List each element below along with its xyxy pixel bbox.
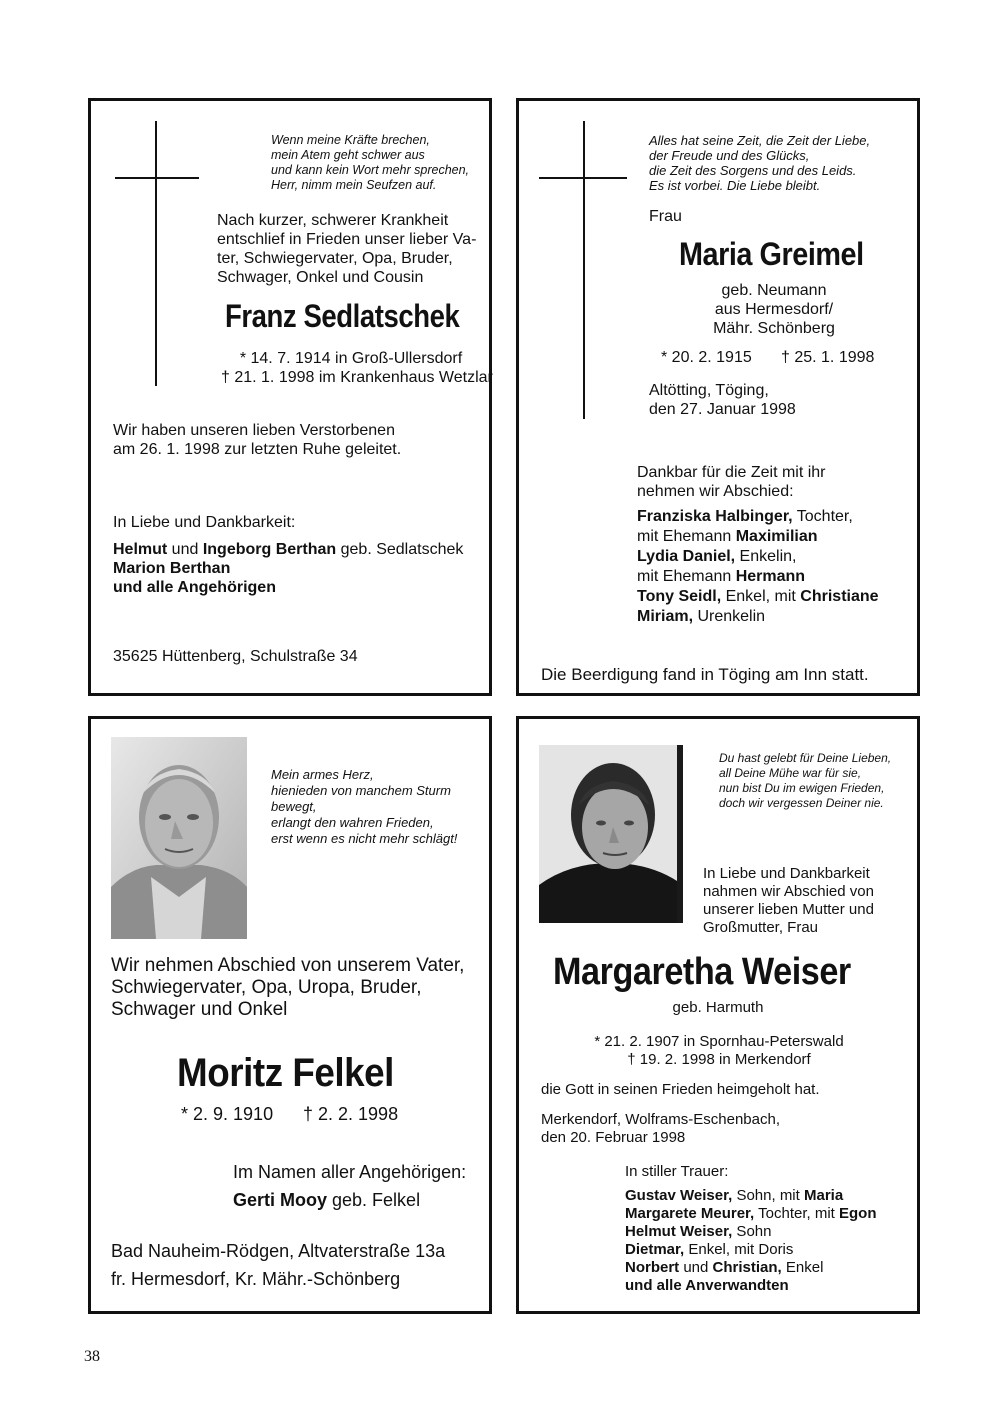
mourners: Gustav Weiser, Sohn, mit Maria Margarete Meurer, Tochter, mit Egon Helmut Weiser, Sohn Dietmar, Enkel, mit Doris Norbert und Christian, Enkel und alle Anverwandten — [625, 1187, 877, 1294]
death-date: † 2. 2. 1998 — [303, 1104, 399, 1124]
intro-text: Nach kurzer, schwerer Krankheit entschlief in Frieden unser lieber Va- ter, Schwiegervater, Opa, Bruder, Schwager, Onkel und Cousin — [217, 212, 477, 286]
cross-icon — [155, 121, 157, 386]
signoff: Im Namen aller Angehörigen: — [233, 1162, 467, 1182]
portrait-photo — [539, 745, 683, 923]
mourners: Gerti Mooy geb. Felkel — [233, 1190, 421, 1210]
obituary-card-felkel — [88, 716, 492, 1314]
mourners: Franziska Halbinger, Tochter, mit Ehemann Maximilian Lydia Daniel, Enkelin, mit Ehemann Hermann Tony Seidl, Enkel, mit Christiane Miriam, Urenkelin — [637, 508, 879, 625]
signoff: In stiller Trauer: — [625, 1163, 729, 1180]
obituary-card-weiser — [516, 716, 920, 1314]
title-prefix: Frau — [649, 208, 682, 225]
birth-date: * 20. 2. 1915 — [661, 349, 752, 366]
deceased-name: Moritz Felkel — [177, 1051, 394, 1095]
birth-date: * 2. 9. 1910 — [181, 1104, 274, 1124]
address: 35625 Hüttenberg, Schulstraße 34 — [113, 648, 358, 665]
deceased-name: Margaretha Weiser — [553, 951, 851, 993]
life-dates: * 21. 2. 1907 in Spornhau-Peterswald † 19. 2. 1998 in Merkendorf — [594, 1033, 844, 1068]
verse: Alles hat seine Zeit, die Zeit der Liebe, der Freude und des Glücks, die Zeit des Sorgens und des Leids. Es ist vorbei. Die Liebe bleibt. — [649, 133, 871, 193]
verse: Du hast gelebt für Deine Lieben, all Deine Mühe war für sie, nun bist Du im ewigen Frieden, doch wir vergessen Deiner nie. — [719, 751, 892, 810]
thanks: Dankbar für die Zeit mit ihr nehmen wir Abschied: — [637, 464, 826, 500]
obituary-card-greimel — [516, 98, 920, 696]
burial-notice: Wir haben unseren lieben Verstorbenen am 26. 1. 1998 zur letzten Ruhe geleitet. — [113, 422, 402, 458]
mourners: Helmut und Ingeborg Berthan geb. Sedlatschek Marion Berthan und alle Angehörigen — [113, 541, 464, 596]
closing-text: die Gott in seinen Frieden heimgeholt hat. — [541, 1081, 820, 1098]
death-date: † 25. 1. 1998 — [781, 349, 875, 366]
cross-icon — [583, 121, 585, 419]
verse: Wenn meine Kräfte brechen, mein Atem geht schwer aus und kann kein Wort mehr sprechen, Herr, nimm mein Seufzen auf. — [271, 133, 470, 192]
place-date: Merkendorf, Wolframs-Eschenbach, den 20. Februar 1998 — [541, 1111, 780, 1146]
place-date: Altötting, Töging, den 27. Januar 1998 — [649, 382, 796, 418]
cross-bar — [115, 177, 199, 179]
portrait-image — [111, 737, 247, 939]
funeral-notice: Die Beerdigung fand in Töging am Inn statt. — [541, 665, 869, 684]
cross-bar — [539, 177, 627, 179]
portrait-image — [539, 745, 683, 923]
obituary-card-sedlatschek — [88, 98, 492, 696]
intro-text: In Liebe und Dankbarkeit nahmen wir Abschied von unserer lieben Mutter und Großmutter, Frau — [703, 865, 874, 936]
maiden-name: geb. Harmuth — [672, 999, 764, 1016]
address: Bad Nauheim-Rödgen, Altvaterstraße 13a fr. Hermesdorf, Kr. Mähr.-Schönberg — [111, 1241, 446, 1289]
intro-text: Wir nehmen Abschied von unserem Vater, Schwiegervater, Opa, Uropa, Bruder, Schwager und Onkel — [111, 955, 465, 1020]
life-dates: * 14. 7. 1914 in Groß-Ullersdorf † 21. 1. 1998 im Krankenhaus Wetzlar — [221, 350, 493, 386]
origin: geb. Neumann aus Hermesdorf/ Mähr. Schönberg — [713, 282, 835, 337]
deceased-name: Franz Sedlatschek — [225, 298, 460, 334]
signoff: In Liebe und Dankbarkeit: — [113, 514, 296, 531]
deceased-name: Maria Greimel — [679, 236, 864, 272]
page-number: 38 — [84, 1348, 100, 1365]
verse: Mein armes Herz, hienieden von manchem Sturm bewegt, erlangt den wahren Frieden, erst wenn es nicht mehr schlägt! — [271, 767, 458, 846]
portrait-photo — [111, 737, 247, 939]
